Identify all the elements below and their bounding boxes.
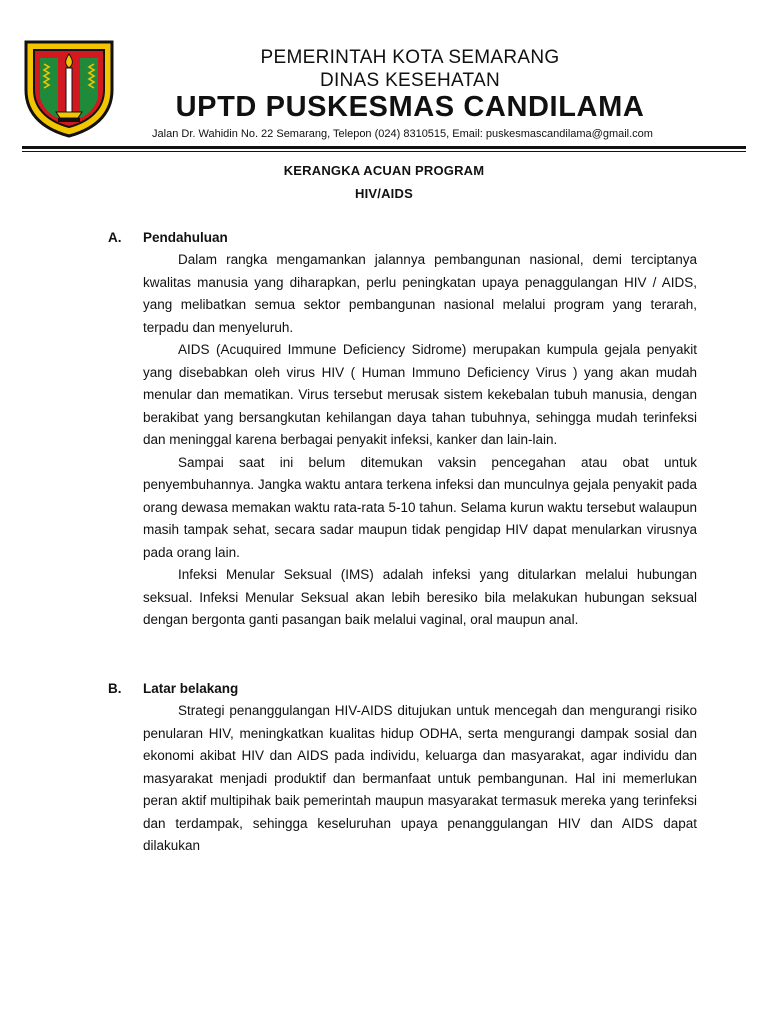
semarang-city-crest-icon [22, 38, 116, 138]
section-a-body [143, 249, 697, 632]
section-b-heading [108, 681, 238, 696]
letterhead-address: Jalan Dr. Wahidin No. 22 Semarang, Telepon (024) 8310515, Email: puskesmascandilama@gmail.com [152, 128, 653, 140]
section-letter: A. [108, 230, 122, 245]
section-b-body [143, 700, 697, 858]
paragraph: AIDS (Acuquired Immune Deficiency Sidrome) merupakan kumpula gejala penyakit yang disebabkan oleh virus HIV ( Human Immuno Deficiency Virus ) yang akan mudah menular dan mematikan. Virus tersebut merusak sistem kekebalan tubuh manusia, dengan berakibat yang bersangkutan kehilangan daya tahan tubuhnya, sehingga mudah terinfeksi dan meninggal karena berbagai penyakit infeksi, kanker dan lain-lain. [143, 342, 697, 447]
section-title: Pendahuluan [143, 230, 228, 245]
letterhead-rule-thick [22, 146, 746, 149]
letterhead-department: DINAS KESEHATAN [319, 70, 501, 91]
document-subtitle: HIV/AIDS [355, 186, 413, 201]
paragraph: Infeksi Menular Seksual (IMS) adalah infeksi yang ditularkan melalui hubungan seksual. Infeksi Menular Seksual akan lebih beresiko bila melakukan hubungan seksual dengan bergonta ganti pasangan baik melalui vaginal, oral maupun anal. [143, 567, 697, 627]
document-title: KERANGKA ACUAN PROGRAM [283, 163, 485, 178]
section-letter: B. [108, 681, 122, 696]
letterhead-government: PEMERINTAH KOTA SEMARANG [260, 47, 560, 68]
paragraph: Sampai saat ini belum ditemukan vaksin pencegahan atau obat untuk penyembuhannya. Jangka waktu antara terkena infeksi dan munculnya gejala penyakit pada orang dewasa memakan waktu rata-rata 5-10 tahun. Selama kurun waktu tersebut walaupun masih tampak sehat, secara sadar maupun tidak pengidap HIV dapat menularkan virusnya pada orang lain. [143, 454, 697, 560]
letterhead-institution: UPTD PUSKESMAS CANDILAMA [175, 91, 645, 123]
paragraph: Strategi penanggulangan HIV-AIDS ditujukan untuk mencegah dan mengurangi risiko penularan HIV, meningkatkan kualitas hidup ODHA, serta mengurangi dampak sosial dan ekonomi akibat HIV dan AIDS pada individu, keluarga dan masyarakat, agar individu dan masyarakat menjadi produktif dan bermanfaat untuk pembangunan. Hal ini memerlukan peran aktif multipihak baik pemerintah maupun masyarakat termasuk mereka yang terinfeksi dan terdampak, sehingga keseluruhan upaya penanggulangan HIV dan AIDS dapat dilakukan [143, 703, 697, 853]
paragraph: Dalam rangka mengamankan jalannya pembangunan nasional, demi terciptanya kwalitas manusia yang diharapkan, perlu peningkatan upaya penaggulangan HIV / AIDS, yang melibatkan semua sektor pembangunan nasional melalui program yang terarah, terpadu dan menyeluruh. [143, 252, 697, 335]
letterhead-rule-thin [22, 151, 746, 152]
section-a-heading [108, 230, 228, 245]
section-title: Latar belakang [143, 681, 239, 696]
